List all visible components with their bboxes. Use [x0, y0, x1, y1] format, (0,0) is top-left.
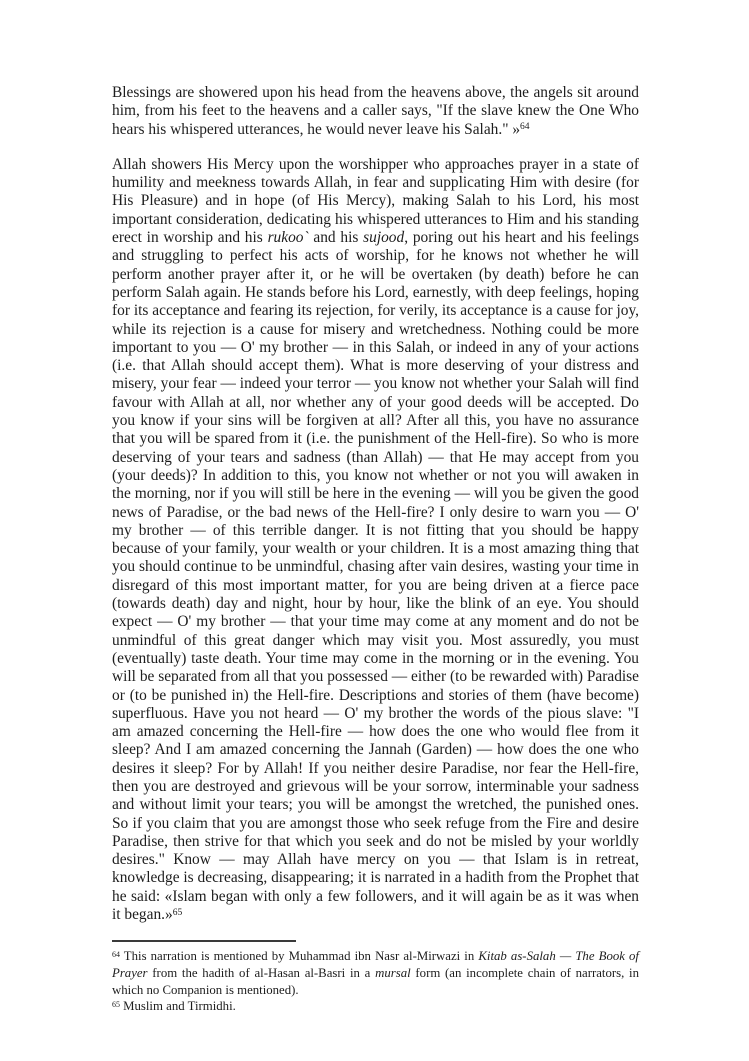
paragraph-blessings: Blessings are showered upon his head from the heavens above, the angels sit around him, from his feet to the heavens and a caller says, "If the slave knew the One Who hears his whispered utterances, he would never leave his Salah." »$^{64}$	[112, 84, 639, 138]
footnote-65: $^{65}$ Muslim and Tirmidhi.	[112, 999, 236, 1014]
page-body	[112, 84, 639, 1015]
paragraph-allah-showers-mercy: Allah showers His Mercy upon the worshipper who approaches prayer in a state of humility and meekness towards Allah, in fear and supplicating Him with desire (for His Pleasure) and in hope (of His Mercy), making Salah to his Lord, his most important consideration, dedicating his whispered utterances to Him and his standing erect in worship and his rukoo` and his sujood, poring out his heart and his feelings and struggling to perfect his acts of worship, for he knows not whether he will perform another prayer after it, or he will be overtaken (by death) before he can perform Salah again. He stands before his Lord, earnestly, with deep feelings, hoping for its acceptance and fearing its rejection, for verily, its acceptance is a cause for joy, while its rejection is a cause for misery and wretchedness. Nothing could be more important to you — O' my brother — in this Salah, or indeed in any of your actions (i.e. that Allah should accept them). What is more deserving of your distress and misery, your fear — indeed your terror — you know not whether your Salah will find favour with Allah at all, nor whether any of your good deeds will be accepted. Do you know if your sins will be forgiven at all? After all this, you have no assurance that you will be spared from it (i.e. the punishment of the Hell-fire). So who is more deserving of your tears and sadness (than Allah) — that He may accept from you (your deeds)? In addition to this, you know not whether or not you will awaken in the morning, nor if you will still be here in the evening — will you be given the good news of Paradise, or the bad news of the Hell-fire? I only desire to warn you — O' my brother — of this terrible danger. It is not fitting that you should be happy because of your family, your wealth or your children. It is a most amazing thing that you should continue to be unmindful, chasing after vain desires, wasting your time in disregard of this most important matter, for you are being driven at a fierce pace (towards death) day and night, hour by hour, like the blink of an eye. You should expect — O' my brother — that your time may come at any moment and do not be unmindful of this great danger which may visit you. Most assuredly, you must (eventually) taste death. Your time may come in the morning or in the evening. You will be separated from all that you possessed — either (to be rewarded with) Paradise or (to be punished in) the Hell-fire. Descriptions and stories of them (have become) superfluous. Have you not heard — O' my brother the words of the pious slave: "I am amazed concerning the Hell-fire — how does the one who would flee from it sleep? And I am amazed concerning the Jannah (Garden) — how does the one who desires it sleep? For by Allah! If you neither desire Paradise, nor fear the Hell-fire, then you are destroyed and grievous will be your sorrow, interminable your sadness and without limit your tears; you will be amongst the wretched, the punished ones. So if you claim that you are amongst those who seek refuge from the Fire and desire Paradise, then strive for that which you seek and do not be misled by your worldly desires." Know — may Allah have mercy on you — that Islam is in retreat, knowledge is decreasing, disappearing; it is narrated in a hadith from the Prophet that he said: «Islam began with only a few followers, and it will again be as it was when it began.»$^{65}$	[112, 155, 639, 924]
footnote-64: $^{64}$ This narration is mentioned by Muhammad ibn Nasr al-Mirwazi in Kitab as-Salah — The Book of Prayer from the hadith of al-Hasan al-Basri in a mursal form (an incomplete chain of narrators, in which no Companion is mentioned).	[112, 949, 639, 997]
footnote-separator-rule	[112, 940, 296, 942]
footnotes-section	[112, 948, 639, 1014]
